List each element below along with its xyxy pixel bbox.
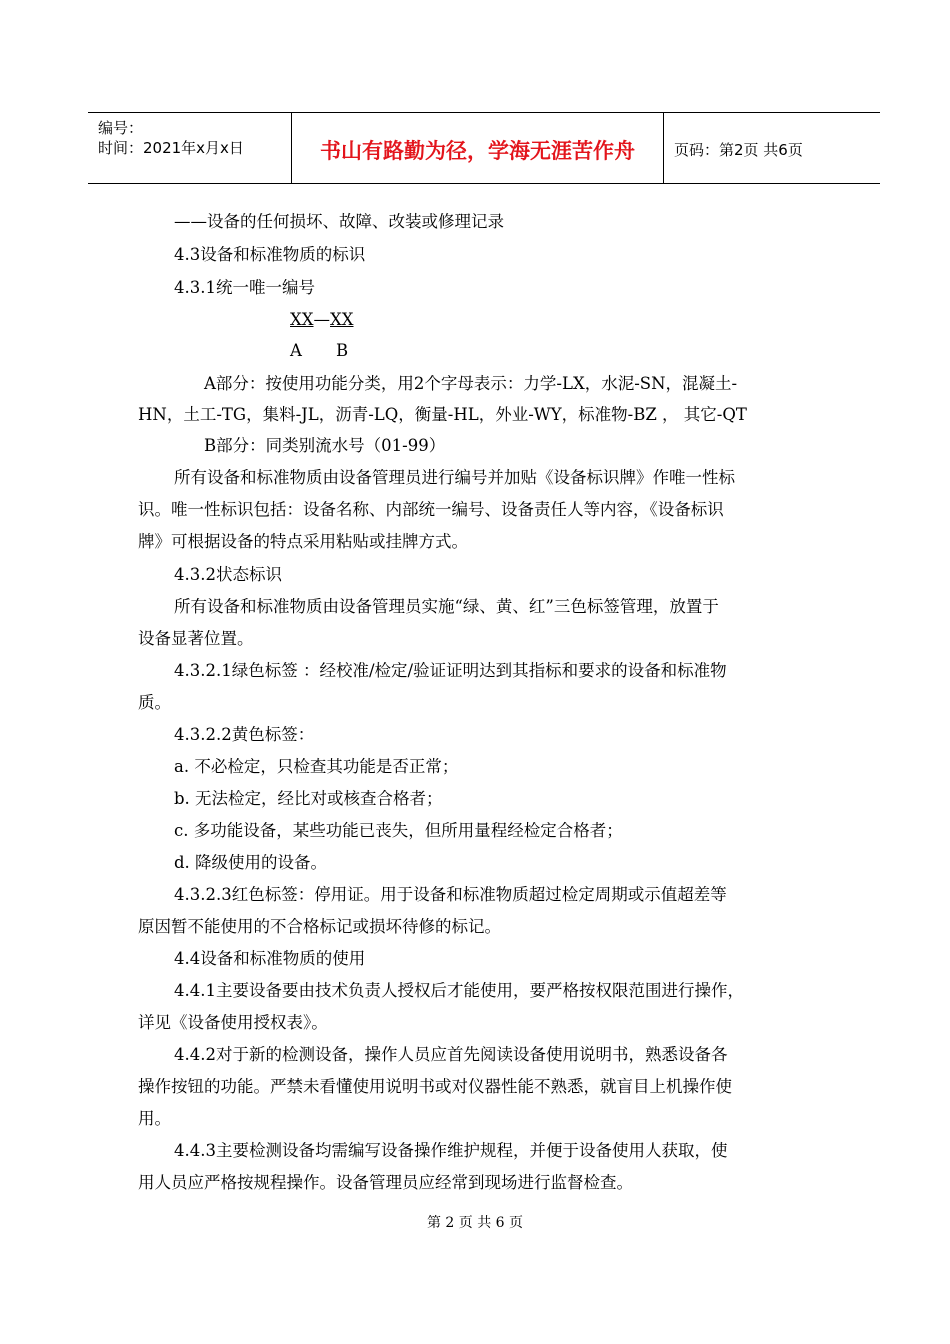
- paragraph-line: 识。唯一性标识包括：设备名称、内部统一编号、设备责任人等内容，《设备标识: [138, 500, 724, 519]
- paragraph-line: ——设备的任何损坏、故障、改装或修理记录: [174, 212, 504, 231]
- paragraph-line: 用人员应严格按规程操作。设备管理员应经常到现场进行监督检查。: [138, 1173, 633, 1192]
- paragraph-line: 用。: [138, 1109, 171, 1128]
- code-part-b: XX: [330, 310, 354, 329]
- paragraph-line: 4.4.2对于新的检测设备，操作人员应首先阅读设备使用说明书，熟悉设备各: [174, 1045, 728, 1064]
- page-info: 页码：第2页 共6页: [674, 141, 803, 159]
- page-header: [88, 112, 880, 184]
- paragraph-line: 4.4.3主要检测设备均需编写设备操作维护规程，并便于设备使用人获取，使: [174, 1141, 728, 1160]
- page-footer: 第 2 页 共 6 页: [426, 1215, 524, 1231]
- paragraph-line: 4.3.2.3红色标签：停用证。用于设备和标准物质超过检定周期或示值超差等: [174, 885, 727, 904]
- code-label-a: A: [290, 341, 302, 360]
- header-motto-cell: [292, 113, 664, 183]
- list-item: b. 无法检定，经比对或核查合格者；: [174, 789, 443, 808]
- code-format: [290, 310, 354, 330]
- code-label-b: B: [336, 341, 349, 360]
- header-page-cell: [664, 113, 880, 183]
- paragraph-line: 4.3.2.1绿色标签 ：经校准/检定/验证证明达到其指标和要求的设备和标准物: [174, 661, 727, 680]
- list-item: d. 降级使用的设备。: [174, 853, 328, 872]
- subsection-heading: 4.3.2状态标识: [174, 565, 282, 584]
- paragraph-line: 4.3.2.2黄色标签：: [174, 725, 315, 744]
- paragraph-line: A部分：按使用功能分类，用2个字母表示：力学-LX，水泥-SN，混凝土-: [204, 374, 738, 393]
- paragraph-line: 所有设备和标准物质由设备管理员实施“绿、黄、红”三色标签管理，放置于: [174, 597, 719, 616]
- paragraph-line: HN，土工-TG，集料-JL，沥青-LQ，衡量-HL，外业-WY，标准物-BZ ， 其它-QT: [138, 405, 747, 424]
- paragraph-line: 操作按钮的功能。严禁未看懂使用说明书或对仪器性能不熟悉，就盲目上机操作使: [138, 1077, 732, 1096]
- paragraph-line: 4.4.1主要设备要由技术负责人授权后才能使用，要严格按权限范围进行操作，: [174, 981, 744, 1000]
- section-heading: 4.3设备和标准物质的标识: [174, 245, 366, 264]
- subsection-heading: 4.3.1统一唯一编号: [174, 278, 315, 297]
- motto-text: 书山有路勤为径，学海无涯苦作舟: [320, 139, 635, 163]
- paragraph-line: 牌》可根据设备的特点采用粘贴或挂牌方式。: [138, 532, 468, 551]
- paragraph-line: 质。: [138, 693, 171, 712]
- paragraph-line: 原因暂不能使用的不合格标记或损坏待修的标记。: [138, 917, 501, 936]
- paragraph-line: 详见《设备使用授权表》。: [138, 1013, 328, 1032]
- paragraph-line: 所有设备和标准物质由设备管理员进行编号并加贴《设备标识牌》作唯一性标: [174, 468, 735, 487]
- code-dash: —: [313, 310, 330, 329]
- paragraph-line: B部分：同类别流水号（01-99）: [204, 436, 446, 455]
- code-part-a: XX: [290, 310, 314, 329]
- list-item: a. 不必检定，只检查其功能是否正常；: [174, 757, 459, 776]
- list-item: c. 多功能设备，某些功能已丧失，但所用量程经检定合格者；: [174, 821, 623, 840]
- paragraph-line: 设备显著位置。: [138, 629, 254, 648]
- section-heading: 4.4设备和标准物质的使用: [174, 949, 366, 968]
- time-label: 时间：2021年x月x日: [98, 139, 244, 157]
- header-meta-cell: [88, 113, 292, 183]
- number-label: 编号：: [98, 119, 144, 137]
